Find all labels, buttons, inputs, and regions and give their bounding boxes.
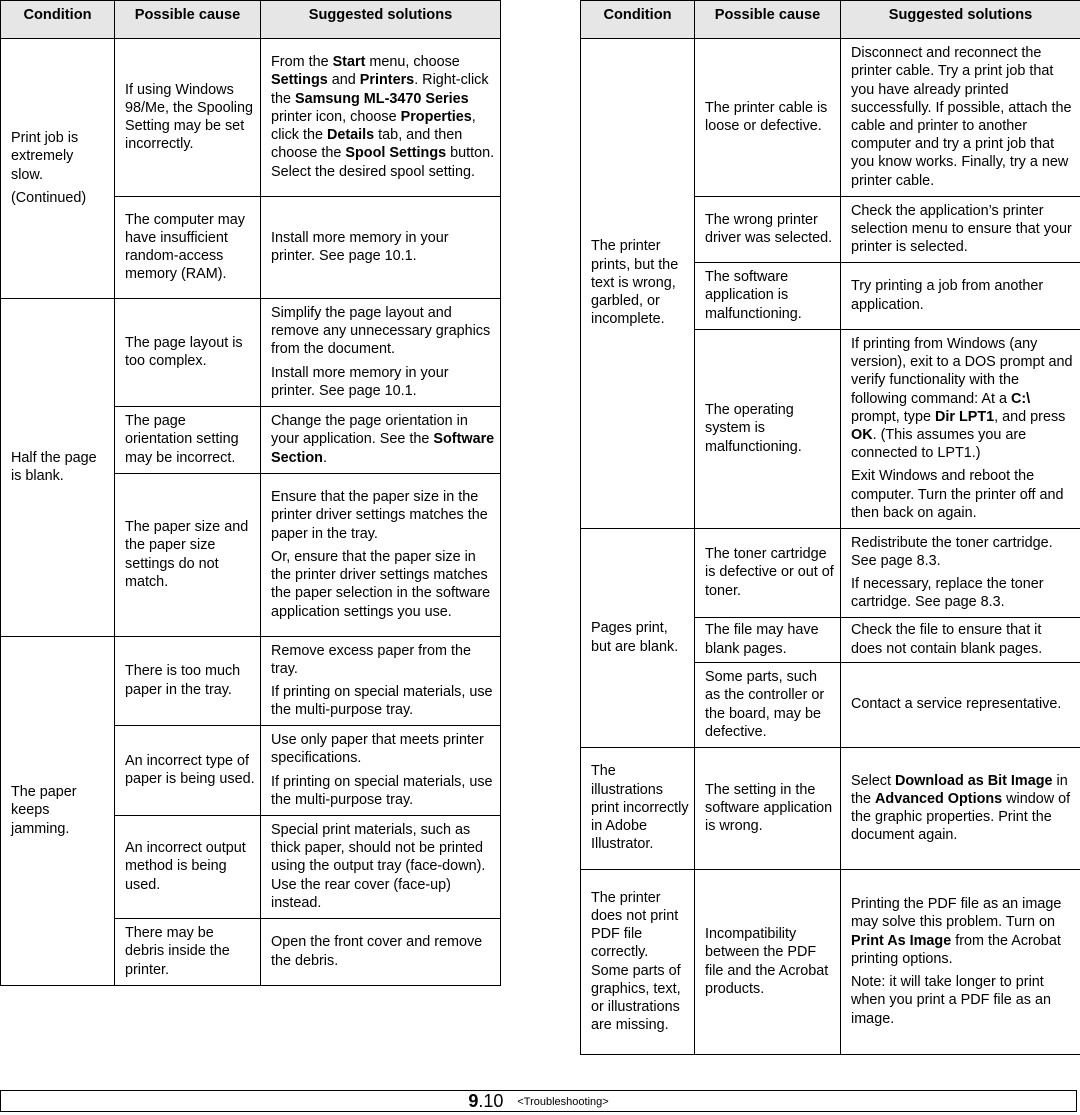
table-row <box>1 39 501 197</box>
cause-cell: The software application is malfunctioning. <box>695 263 841 330</box>
solution-cell: Remove excess paper from the tray. If printing on special materials, use the multi-purpose tray. <box>261 637 501 726</box>
cause-cell: The operating system is malfunctioning. <box>695 330 841 529</box>
header-possible-cause: Possible cause <box>115 1 261 39</box>
table-row <box>1 299 501 407</box>
header-suggested-solutions: Suggested solutions <box>261 1 501 39</box>
header-suggested-solutions: Suggested solutions <box>841 1 1080 39</box>
solution-cell: From the Start menu, choose Settings and Printers. Right-click the Samsung ML-3470 Series printer icon, choose Properties, click the Details tab, and then choose the Spool Settings button. Select the desired spool setting. <box>261 39 501 197</box>
right-troubleshooting-table <box>580 0 1080 1055</box>
solution-cell: Install more memory in your printer. See page 10.1. <box>261 197 501 299</box>
solution-cell: Use only paper that meets printer specifications. If printing on special materials, use the multi-purpose tray. <box>261 726 501 816</box>
left-troubleshooting-table <box>0 0 501 986</box>
solution-cell: Printing the PDF file as an image may solve this problem. Turn on Print As Image from the Acrobat printing options. Note: it will take longer to print when you print a PDF file as an image. <box>841 870 1080 1055</box>
cause-cell: The printer cable is loose or defective. <box>695 39 841 197</box>
solution-cell: Redistribute the toner cartridge. See page 8.3. If necessary, replace the toner cartridge. See page 8.3. <box>841 529 1080 618</box>
cause-cell: The page orientation setting may be incorrect. <box>115 407 261 474</box>
condition-cell: Half the page is blank. <box>1 299 115 637</box>
table-row <box>581 748 1080 870</box>
continued-note: (Continued) <box>11 189 87 206</box>
header-condition: Condition <box>581 1 695 39</box>
table-row <box>581 870 1080 1055</box>
solution-cell: Contact a service representative. <box>841 663 1080 748</box>
solution-cell: Select Download as Bit Image in the Advanced Options window of the graphic properties. Print the document again. <box>841 748 1080 870</box>
page-footer <box>0 1090 1077 1112</box>
condition-cell: Pages print, but are blank. <box>581 529 695 748</box>
cause-cell: An incorrect output method is being used. <box>115 816 261 919</box>
solution-cell: Check the file to ensure that it does not contain blank pages. <box>841 618 1080 663</box>
chapter-number: 9 <box>468 1091 479 1111</box>
condition-cell: The printer prints, but the text is wrong, garbled, or incomplete. <box>581 39 695 529</box>
section-label: <Troubleshooting> <box>517 1096 609 1108</box>
cause-cell: There is too much paper in the tray. <box>115 637 261 726</box>
table-row <box>581 529 1080 618</box>
table-row <box>1 637 501 726</box>
solution-cell: Ensure that the paper size in the printer driver settings matches the paper in the tray. Or, ensure that the paper size in the printer driver settings matches the paper selection in the software application settings you use. <box>261 474 501 637</box>
solution-cell: If printing from Windows (any version), exit to a DOS prompt and verify functionality with the following command: At a C:\ prompt, type Dir LPT1, and press OK. (This assumes you are connected to LPT1.) Exit Windows and reboot the computer. Turn the printer off and then back on again. <box>841 330 1080 529</box>
solution-cell: Simplify the page layout and remove any unnecessary graphics from the document. Install more memory in your printer. See page 10.1. <box>261 299 501 407</box>
solution-cell: Try printing a job from another application. <box>841 263 1080 330</box>
condition-cell: The illustrations print incorrectly in Adobe Illustrator. <box>581 748 695 870</box>
cause-cell: If using Windows 98/Me, the Spooling Setting may be set incorrectly. <box>115 39 261 197</box>
cause-cell: Some parts, such as the controller or the board, may be defective. <box>695 663 841 748</box>
table-header-row <box>581 1 1080 39</box>
condition-cell: The paper keeps jamming. <box>1 637 115 986</box>
cause-cell: The file may have blank pages. <box>695 618 841 663</box>
condition-cell <box>1 39 115 299</box>
cause-cell: The setting in the software application is wrong. <box>695 748 841 870</box>
table-row <box>581 39 1080 197</box>
condition-text: Print job is extremely slow. <box>11 130 79 183</box>
table-header-row <box>1 1 501 39</box>
cause-cell: The wrong printer driver was selected. <box>695 197 841 263</box>
solution-cell: Open the front cover and remove the debris. <box>261 919 501 986</box>
cause-cell: Incompatibility between the PDF file and the Acrobat products. <box>695 870 841 1055</box>
header-possible-cause: Possible cause <box>695 1 841 39</box>
solution-cell: Disconnect and reconnect the printer cable. Try a print job that you have already printed successfully. If possible, attach the cable and printer to another computer and try a print job that you know works. Finally, try a new printer cable. <box>841 39 1080 197</box>
solution-cell: Special print materials, such as thick paper, should not be printed using the output tray (face-down). Use the rear cover (face-up) instead. <box>261 816 501 919</box>
cause-cell: The page layout is too complex. <box>115 299 261 407</box>
cause-cell: The paper size and the paper size settings do not match. <box>115 474 261 637</box>
cause-cell: An incorrect type of paper is being used. <box>115 726 261 816</box>
cause-cell: The toner cartridge is defective or out of toner. <box>695 529 841 618</box>
header-condition: Condition <box>1 1 115 39</box>
cause-cell: The computer may have insufficient random-access memory (RAM). <box>115 197 261 299</box>
solution-cell: Check the application’s printer selection menu to ensure that your printer is selected. <box>841 197 1080 263</box>
page-number: .10 <box>478 1091 504 1111</box>
condition-cell: The printer does not print PDF file correctly. Some parts of graphics, text, or illustrations are missing. <box>581 870 695 1055</box>
cause-cell: There may be debris inside the printer. <box>115 919 261 986</box>
solution-cell: Change the page orientation in your application. See the Software Section. <box>261 407 501 474</box>
